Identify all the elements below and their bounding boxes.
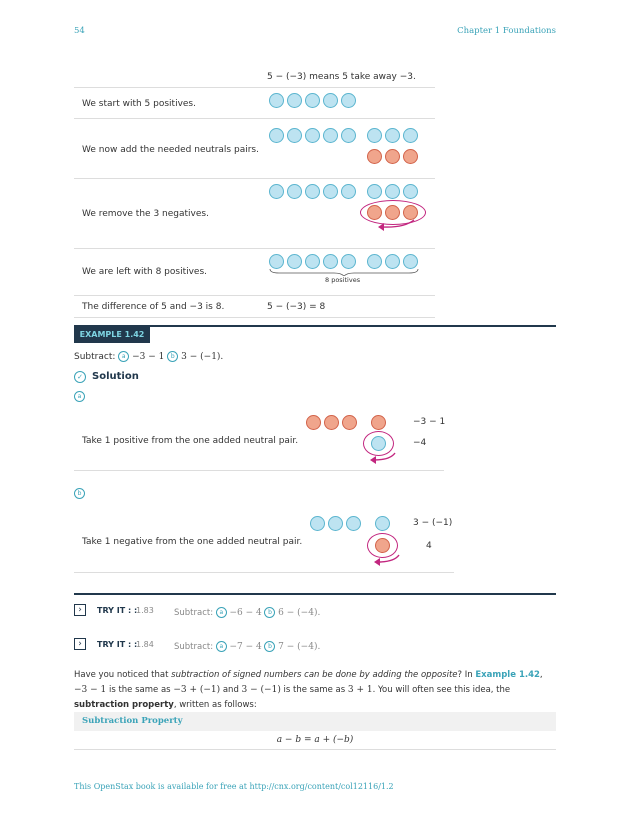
try-it-b-badge: b	[264, 641, 275, 652]
table-row-2-text: We now add the needed neutrals pairs.	[82, 145, 259, 155]
table-row-5-result: 5 − (−3) = 8	[267, 302, 326, 312]
body-paragraph: Have you noticed that subtraction of signed numbers can be done by adding the opposite? In Example 1.42, −3 − 1 is the same as −3 + (−1) and 3 − (−1) is the same as 3 + 1. You will often see this idea, the subtraction property, written as follows:	[74, 670, 543, 710]
example-label: EXAMPLE 1.42	[74, 327, 150, 343]
solution-a-rule	[74, 470, 444, 471]
table-rule	[74, 87, 435, 88]
try-it-label: TRY IT : :	[97, 606, 138, 615]
try-it-number: 1.83	[136, 606, 154, 615]
solution-b-rule	[74, 572, 454, 573]
solution-b-text: Take 1 negative from the one added neutral pair.	[82, 537, 303, 547]
table-row-5-text: The difference of 5 and −3 is 8.	[82, 302, 225, 312]
example-link[interactable]: Example 1.42	[475, 670, 540, 680]
expand-chevron-icon[interactable]: ›	[74, 604, 86, 616]
try-it-a-expr: −7 − 4	[229, 642, 262, 652]
try-it-a-expr: −6 − 4	[229, 608, 262, 618]
example-prompt: Subtract:	[74, 352, 116, 362]
try-it-b-badge: b	[264, 607, 275, 618]
table-rule	[74, 317, 435, 318]
solution-a-result: −4	[413, 438, 427, 448]
removal-arrow-icon	[376, 218, 416, 232]
solution-a-expr: −3 − 1	[413, 417, 446, 427]
solution-label: Solution	[92, 371, 139, 382]
group-brace	[269, 268, 419, 276]
removal-arrow-icon	[372, 554, 402, 566]
check-circle-icon: ✓	[74, 371, 86, 383]
example-prompt-line	[74, 351, 223, 362]
solution-b-expr: 3 − (−1)	[413, 518, 453, 528]
part-a-badge: a	[118, 351, 129, 362]
table-rule	[74, 178, 435, 179]
footer-note: This OpenStax book is available for free at http://cnx.org/content/col12116/1.2	[74, 782, 394, 791]
chapter-title: Chapter 1 Foundations	[457, 26, 556, 36]
table-row-1-text: We start with 5 positives.	[82, 99, 196, 109]
removal-arrow-icon	[368, 452, 398, 464]
eight-positives-caption: 8 positives	[325, 276, 361, 284]
table-row-4-text: We are left with 8 positives.	[82, 267, 208, 277]
property-title: Subtraction Property	[82, 716, 183, 726]
solution-b-badge: b	[74, 488, 85, 499]
table-rule	[74, 118, 435, 119]
page-number: 54	[74, 26, 85, 36]
example-bottom-rule	[74, 593, 556, 595]
property-formula: a − b = a + (−b)	[276, 735, 354, 745]
try-it-number: 1.84	[136, 640, 154, 649]
try-it-b-expr: 7 − (−4).	[278, 642, 321, 652]
solution-a-badge: a	[74, 391, 85, 402]
try-it-prompt: Subtract:	[174, 608, 214, 618]
part-b-expr: 3 − (−1).	[181, 352, 224, 362]
part-a-expr: −3 − 1	[132, 352, 165, 362]
table-row-3-text: We remove the 3 negatives.	[82, 209, 209, 219]
try-it-prompt: Subtract:	[174, 642, 214, 652]
solution-b-result: 4	[426, 541, 432, 551]
try-it-prompt-line	[174, 607, 320, 618]
try-it-label: TRY IT : :	[97, 640, 138, 649]
table-title: 5 − (−3) means 5 take away −3.	[267, 72, 416, 82]
part-b-badge: b	[167, 351, 178, 362]
expand-chevron-icon[interactable]: ›	[74, 638, 86, 650]
solution-a-text: Take 1 positive from the one added neutral pair.	[82, 436, 299, 446]
property-bottom-rule	[74, 749, 556, 750]
table-rule	[74, 295, 435, 296]
try-it-prompt-line	[174, 641, 320, 652]
table-rule	[74, 248, 435, 249]
try-it-a-badge: a	[216, 641, 227, 652]
try-it-b-expr: 6 − (−4).	[278, 608, 321, 618]
try-it-a-badge: a	[216, 607, 227, 618]
property-title-bar	[74, 712, 556, 731]
